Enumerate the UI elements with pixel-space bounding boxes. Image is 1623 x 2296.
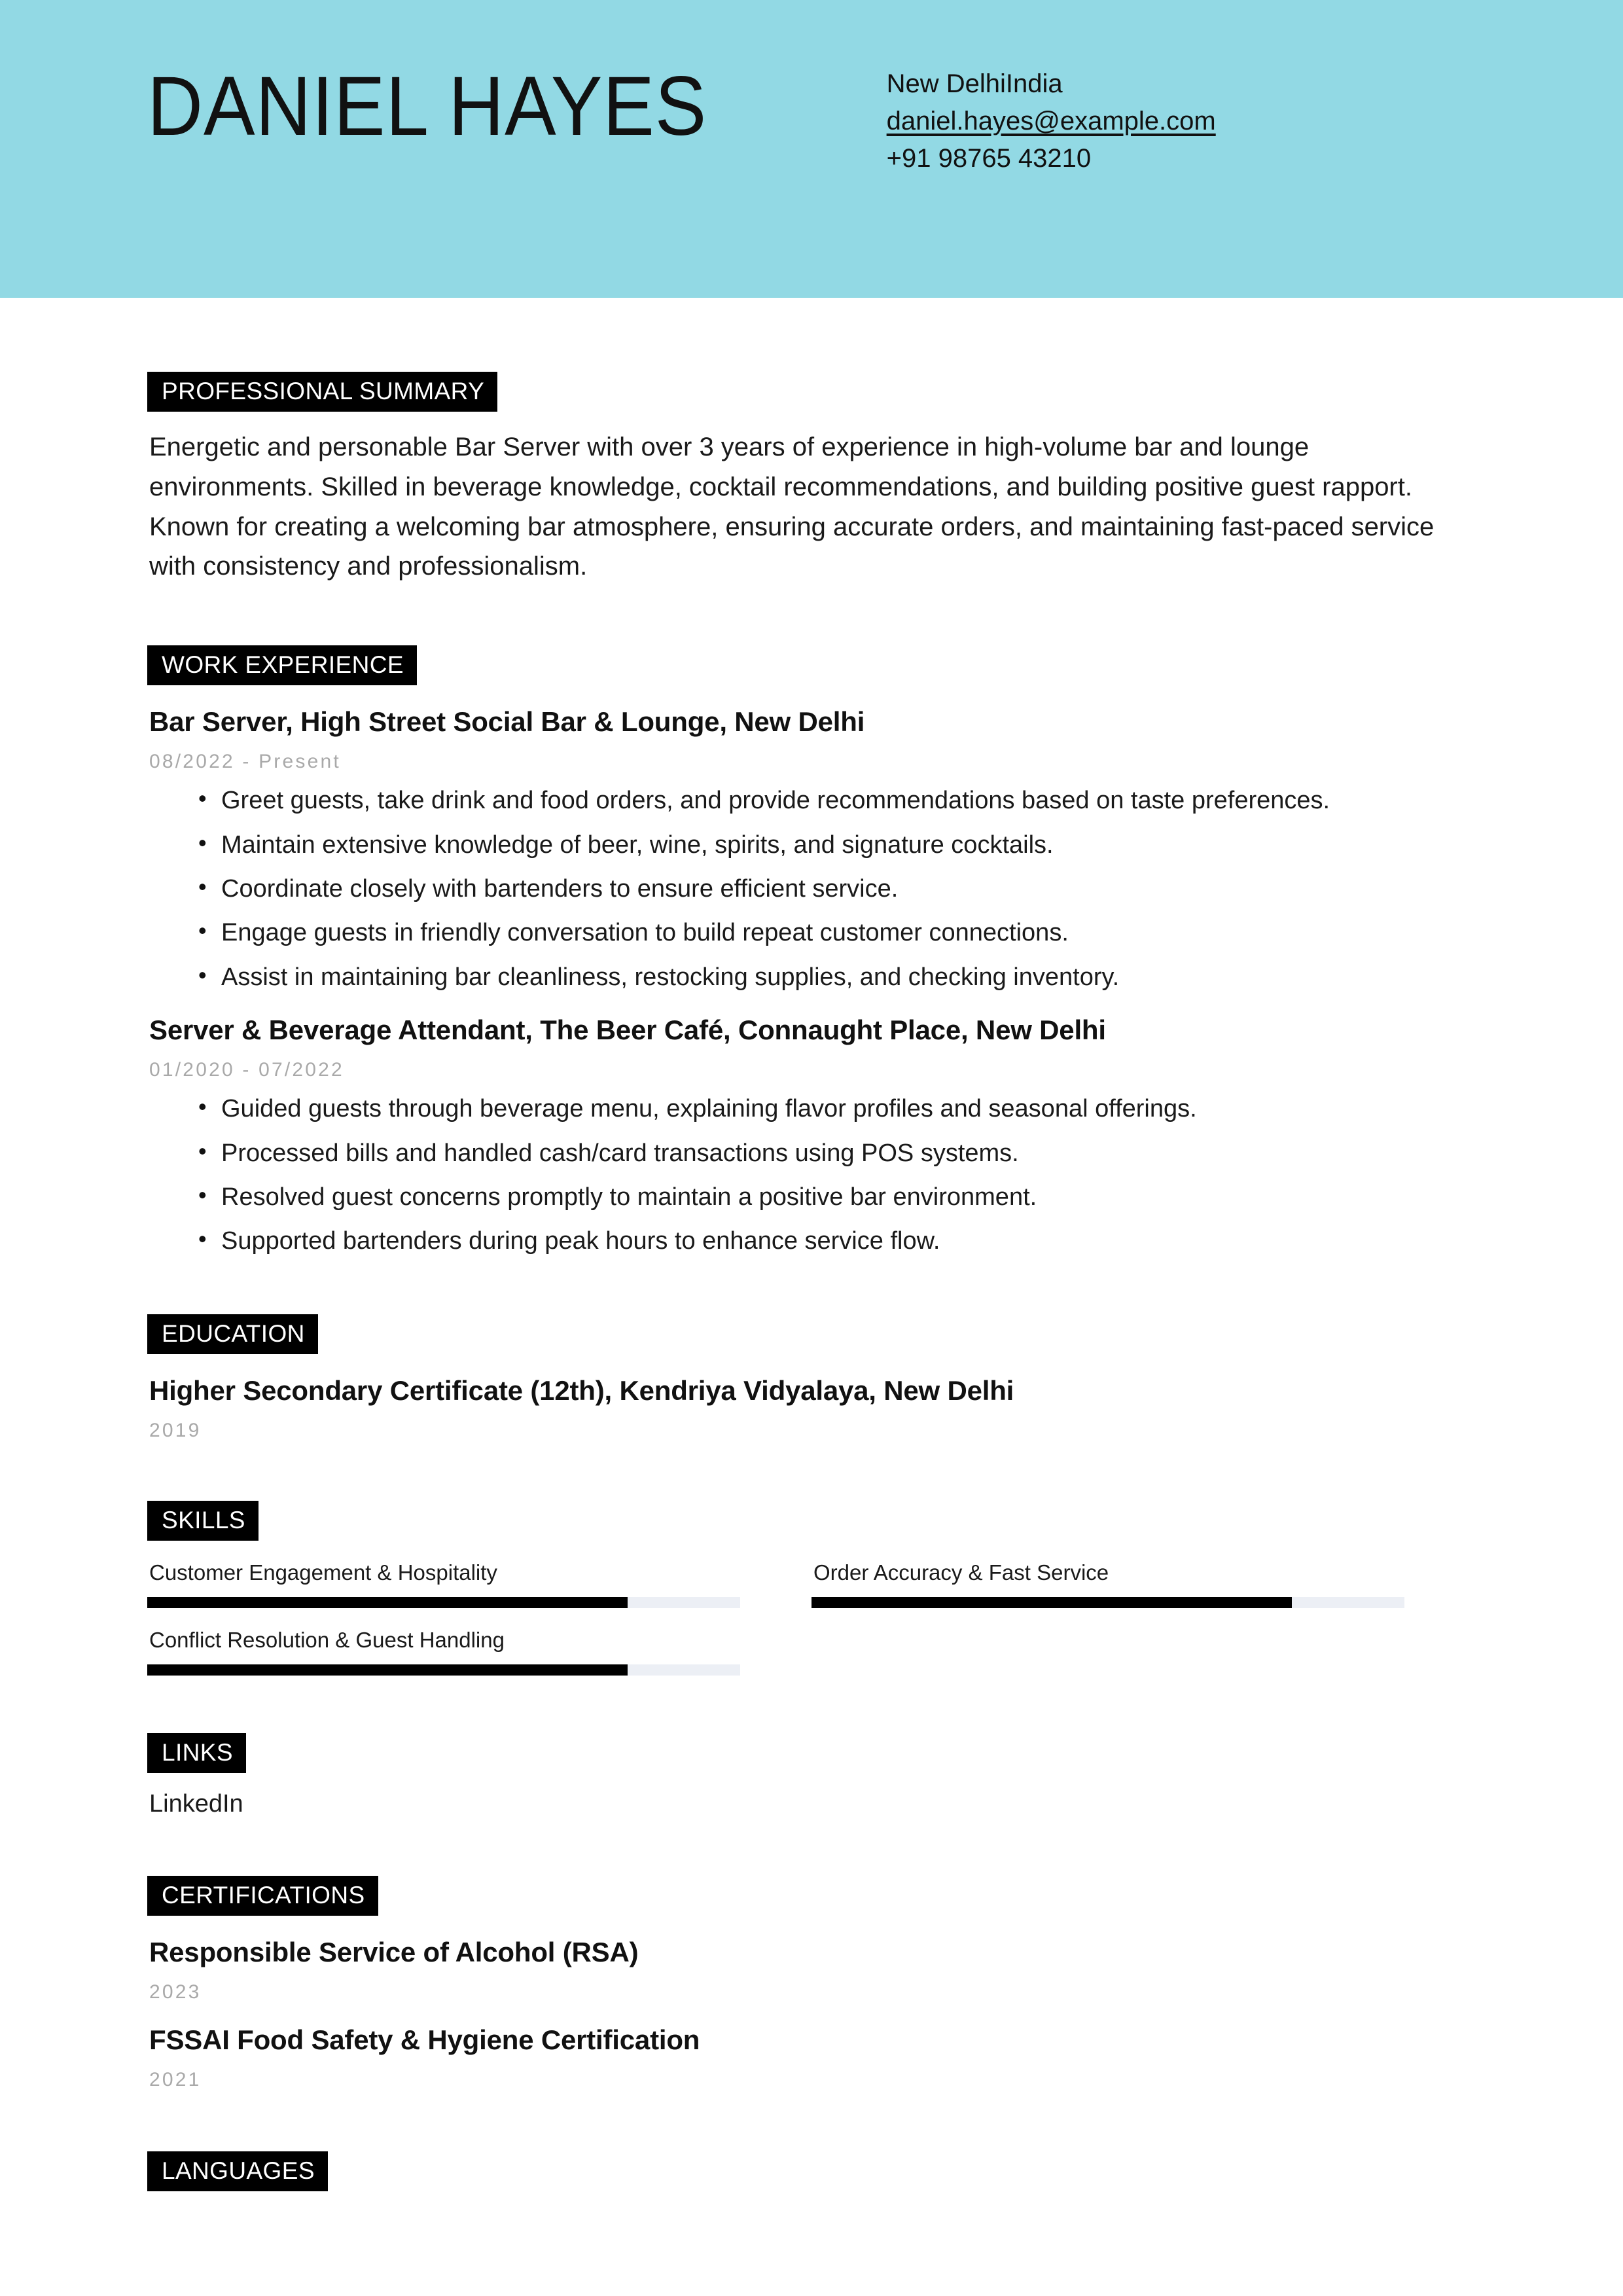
skill-label: Conflict Resolution & Guest Handling <box>149 1627 505 1652</box>
work-entry <box>147 706 1476 994</box>
skill-item <box>812 1559 1476 1608</box>
section-heading-certifications: CERTIFICATIONS <box>147 1876 378 1916</box>
skill-level-fill <box>812 1597 1292 1608</box>
page-title: DANIEL HAYES <box>147 60 707 153</box>
section-links <box>147 1733 1476 1818</box>
section-languages <box>147 2151 1476 2191</box>
section-education <box>147 1314 1476 1442</box>
contact-phone: +91 98765 43210 <box>886 143 1092 173</box>
list-item: • Maintain extensive knowledge of beer, wine, spirits, and signature cocktails. <box>198 829 1476 861</box>
job-title: Server & Beverage Attendant, The Beer Café, Connaught Place, New Delhi <box>149 1014 1106 1046</box>
certification-entry <box>147 2024 1476 2091</box>
contact-location: New DelhiIndia <box>886 69 1063 98</box>
section-heading-education: EDUCATION <box>147 1314 318 1354</box>
education-date: 2019 <box>149 1419 202 1441</box>
job-date-range: 08/2022 - Present <box>149 751 341 773</box>
section-work-experience <box>147 645 1476 1258</box>
skill-label: Customer Engagement & Hospitality <box>149 1560 497 1585</box>
skill-level-track <box>812 1597 1404 1608</box>
job-responsibility-list <box>147 1093 1476 1258</box>
summary-text: Energetic and personable Bar Server with over 3 years of experience in high-volume bar and lounge environments. Skilled in beverage knowledge, cocktail recommendations, and building positive guest rapport. Known for creating a welcoming bar atmosphere, ensuring accurate orders, and maintaining fast-paced service with consistency and professionalism. <box>149 433 1435 581</box>
certification-date: 2023 <box>149 1981 202 2003</box>
list-item: • Greet guests, take drink and food orders, and provide recommendations based on taste preferences. <box>198 785 1476 817</box>
list-item: • Supported bartenders during peak hours to enhance service flow. <box>198 1225 1476 1257</box>
work-entry <box>147 1014 1476 1258</box>
resume-header-banner <box>0 0 1623 298</box>
section-skills <box>147 1501 1476 1695</box>
job-responsibility-list <box>147 785 1476 994</box>
certification-date: 2021 <box>149 2069 202 2091</box>
list-item: • Assist in maintaining bar cleanliness, restocking supplies, and checking inventory. <box>198 961 1476 994</box>
skill-level-fill <box>147 1664 628 1676</box>
skill-label: Order Accuracy & Fast Service <box>813 1560 1109 1585</box>
certification-title: FSSAI Food Safety & Hygiene Certification <box>149 2024 700 2056</box>
skill-level-fill <box>147 1597 628 1608</box>
section-heading-links: LINKS <box>147 1733 246 1773</box>
contact-block <box>887 52 1216 177</box>
skills-grid <box>147 1559 1476 1695</box>
skill-level-track <box>147 1664 740 1676</box>
education-entry <box>147 1375 1476 1442</box>
list-item: • Processed bills and handled cash/card transactions using POS systems. <box>198 1138 1476 1170</box>
job-title: Bar Server, High Street Social Bar & Lounge, New Delhi <box>149 706 865 738</box>
section-heading-languages: LANGUAGES <box>147 2151 328 2191</box>
certification-title: Responsible Service of Alcohol (RSA) <box>149 1937 639 1968</box>
section-heading-professional-summary: PROFESSIONAL SUMMARY <box>147 372 497 412</box>
section-heading-skills: SKILLS <box>147 1501 259 1541</box>
list-item: • Engage guests in friendly conversation to build repeat customer connections. <box>198 917 1476 949</box>
resume-body <box>0 372 1623 2191</box>
section-heading-work-experience: WORK EXPERIENCE <box>147 645 417 685</box>
contact-email-link[interactable]: daniel.hayes@example.com <box>886 106 1216 135</box>
skill-item <box>147 1626 812 1676</box>
skill-level-track <box>147 1597 740 1608</box>
section-professional-summary <box>147 372 1476 586</box>
list-item: • Guided guests through beverage menu, explaining flavor profiles and seasonal offerings. <box>198 1093 1476 1125</box>
list-item: • Coordinate closely with bartenders to ensure efficient service. <box>198 873 1476 905</box>
link-item-linkedin[interactable]: LinkedIn <box>149 1790 243 1818</box>
header-content <box>147 52 1476 177</box>
section-certifications <box>147 1876 1476 2091</box>
job-date-range: 01/2020 - 07/2022 <box>149 1059 344 1081</box>
list-item: • Resolved guest concerns promptly to maintain a positive bar environment. <box>198 1181 1476 1213</box>
education-title: Higher Secondary Certificate (12th), Kendriya Vidyalaya, New Delhi <box>149 1374 1014 1406</box>
skill-item <box>147 1559 812 1608</box>
certification-entry <box>147 1937 1476 2003</box>
